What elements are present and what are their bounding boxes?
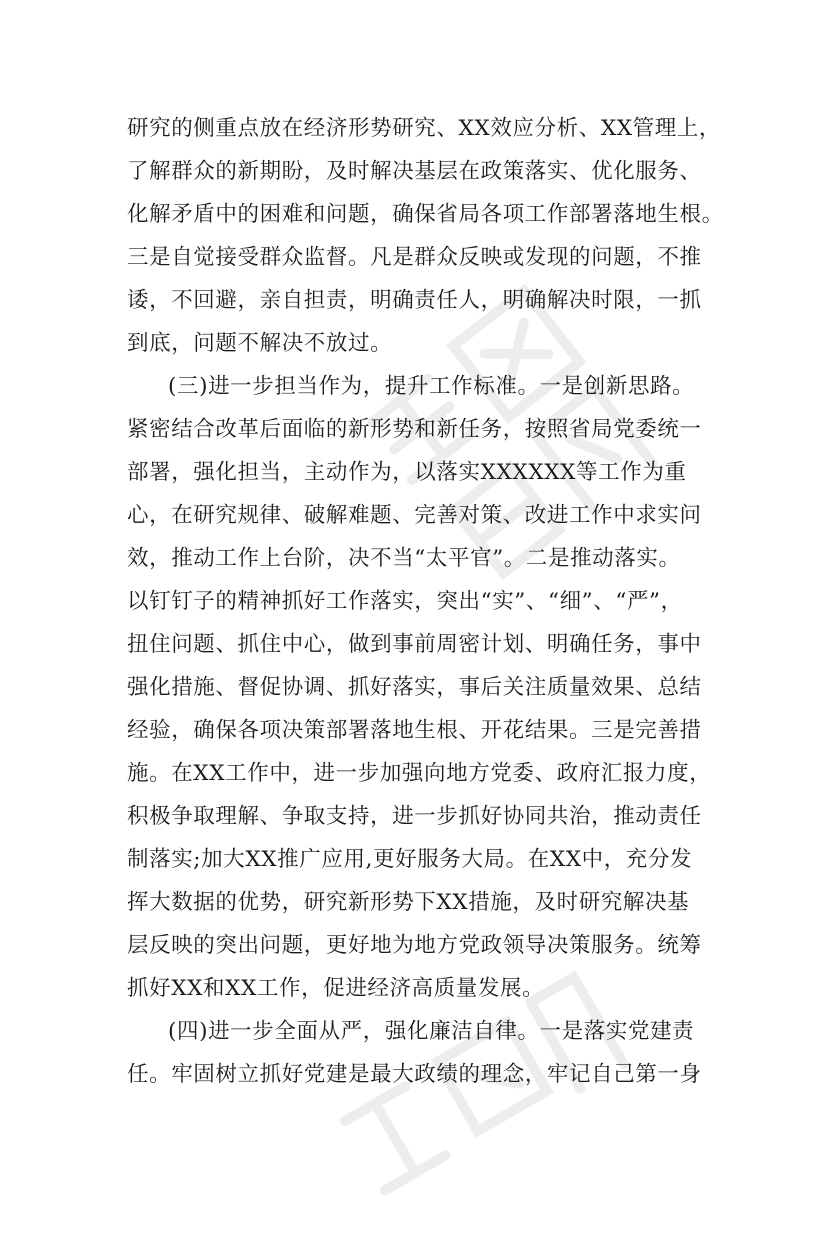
text-line: 心，在研究规律、破解难题、完善对策、改进工作中求实问 <box>127 503 702 528</box>
text-line: 任。牢固树立抓好党建是最大政绩的理念，牢记自己第一身 <box>127 1062 702 1087</box>
text-line: 三是自觉接受群众监督。凡是群众反映或发现的问题，不推 <box>127 245 702 270</box>
text-line: 紧密结合改革后面临的新形势和新任务，按照省局党委统一 <box>127 417 702 442</box>
text-line: 到底，问题不解决不放过。 <box>127 331 393 356</box>
text-line: 化解矛盾中的困难和问题，确保省局各项工作部署落地生根。 <box>127 202 724 227</box>
text-line: 层反映的突出问题，更好地为地方党政领导决策服务。统筹 <box>127 933 702 958</box>
text-line: 抓好XX和XX工作，促进经济高质量发展。 <box>127 976 545 1001</box>
text-line: 效，推动工作上台阶，决不当“太平官”。二是推动落实。 <box>127 546 681 571</box>
text-line: 研究的侧重点放在经济形势研究、XX效应分析、XX管理上， <box>127 116 722 141</box>
text-line: 经验，确保各项决策部署落地生根、开花结果。三是完善措 <box>127 718 702 743</box>
text-line: 制落实;加大XX推广应用,更好服务大局。在XX中，充分发 <box>127 847 693 872</box>
text-line: 部署，强化担当，主动作为，以落实XXXXXX等工作为重 <box>127 460 687 485</box>
text-line: 挥大数据的优势，研究新形势下XX措施，及时研究解决基 <box>127 890 690 915</box>
section-heading-4: (四)进一步全面从严，强化廉洁自律。一是落实党建责 <box>168 1019 695 1044</box>
text-line: 强化措施、督促协调、抓好落实，事后关注质量效果、总结 <box>127 675 702 700</box>
text-line: 诿，不回避，亲自担责，明确责任人，明确解决时限，一抓 <box>127 288 702 313</box>
text-line: 施。在XX工作中，进一步加强向地方党委、政府汇报力度， <box>127 761 712 786</box>
text-line: 积极争取理解、争取支持，进一步抓好协同共治，推动责任 <box>127 804 702 829</box>
section-heading-3: (三)进一步担当作为，提升工作标准。一是创新思路。 <box>168 374 695 399</box>
text-line: 以钉钉子的精神抓好工作落实，突出“实”、“细”、“严”， <box>127 589 683 614</box>
text-line: 扭住问题、抓住中心，做到事前周密计划、明确任务，事中 <box>127 632 702 657</box>
text-line: 了解群众的新期盼，及时解决基层在政策落实、优化服务、 <box>127 159 702 184</box>
